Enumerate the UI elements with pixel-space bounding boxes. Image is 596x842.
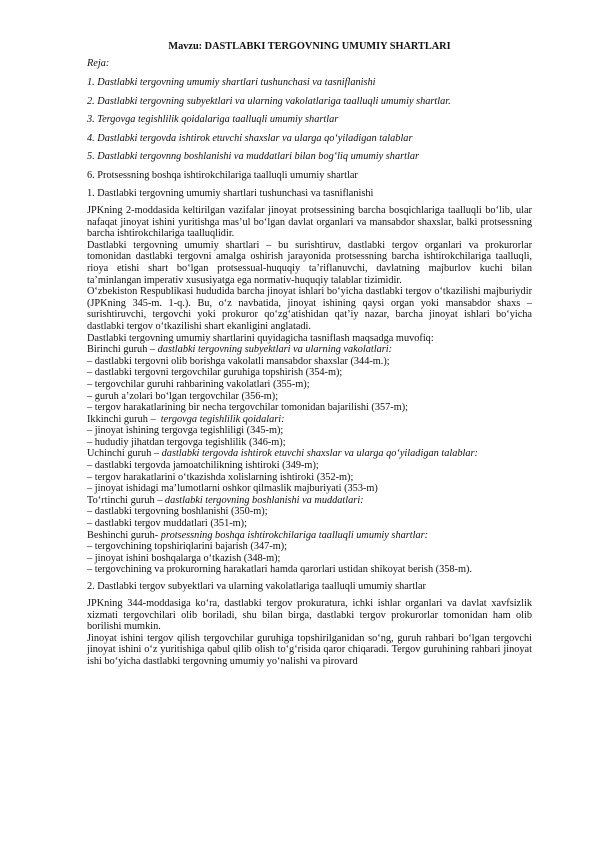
- group-heading: [87, 414, 532, 426]
- plan-item: 2. Dastlabki tergovning subyektlari va ularning vakolatlariga taalluqli umumiy shartlar.: [87, 95, 451, 107]
- plan-item: 6. Protsessning boshqa ishtirokchilariga taalluqli umumiy shartlar: [87, 169, 358, 181]
- paragraph: JPKning 2-moddasida keltirilgan vazifalar jinoyat protsessining barcha bosqichlariga taalluqli bo‘lib, ular nafaqat jinoyat ishini yuritishga mas’ul bo‘lgan davlat organlari va mansabdor shaxslar, balki protsessning barcha ishtirokchilariga taalluqlidir.: [87, 205, 532, 240]
- group-title: dastlabki tergovning boshlanishi va muddatlari:: [164, 494, 364, 506]
- group-heading: [87, 448, 532, 460]
- group-heading: [87, 530, 532, 542]
- group-prefix: To‘rtinchi guruh –: [87, 494, 165, 506]
- paragraph: Dastlabki tergovning umumiy shartlarini quyidagicha tasniflash maqsadga muvofiq:: [87, 332, 434, 344]
- paragraph: JPKning 344-moddasiga ko‘ra, dastlabki tergov prokuratura, ichki ishlar organlari va davlat xavfsizlik xizmati tergovchilari olib boriladi, shu bilan birga, dastlabki tergov prokurorlar tomonidan ham olib borilishi mumkin.: [87, 598, 532, 633]
- list-item: – dastlabki tergovni olib borishga vakolatli mansabdor shaxslar (344-m.);: [87, 355, 390, 367]
- plan-item: 1. Dastlabki tergovning umumiy shartlari tushunchasi va tasniflanishi: [87, 77, 376, 88]
- list-item: – dastlabki tergovni tergovchilar guruhiga topshirish (354-m);: [87, 367, 343, 379]
- document-body: [87, 40, 532, 668]
- list-item: – tergovchining va prokurorning harakatlari hamda qarorlari ustidan shikoyat berish (358-m).: [87, 564, 472, 576]
- section-heading: 2. Dastlabki tergov subyektlari va ularning vakolatlariga taalluqli umumiy shartlar: [87, 581, 426, 592]
- document-title: Mavzu: DASTLABKI TERGOVNING UMUMIY SHARTLARI: [168, 41, 451, 52]
- group-title: tergovga tegishlilik qoidalari:: [160, 413, 285, 425]
- list-item: – guruh a’zolari bo‘lgan tergovchilar (356-m);: [87, 390, 279, 402]
- list-item: – jinoyat ishidagi ma’lumotlarni oshkor qilmaslik majburiyati (353-m): [87, 483, 378, 495]
- list-item: – tergov harakatlarini o‘tkazishda xolislarning ishtiroki (352-m);: [87, 471, 354, 483]
- group-heading: [87, 344, 532, 356]
- list-item: – hududiy jihatdan tergovga tegishlilik (346-m);: [87, 436, 286, 448]
- list-item: – dastlabki tergovning boshlanishi (350-m);: [87, 506, 268, 518]
- plan-item: 5. Dastlabki tergovnng boshlanishi va muddatlari bilan bog‘liq umumiy shartlar: [87, 151, 419, 162]
- group-prefix: Beshinchi guruh-: [87, 529, 161, 541]
- group-title: dastlabki tergovda ishtirok etuvchi shaxslar va ularga qo‘yiladigan talablar:: [161, 448, 478, 460]
- list-item: – jinoyat ishini boshqalarga o‘tkazish (348-m);: [87, 552, 281, 564]
- plan-item: 4. Dastlabki tergovda ishtirok etuvchi shaxslar va ularga qo‘yiladigan talablar: [87, 132, 413, 144]
- list-item: – tergov harakatlarining bir necha tergovchilar tomonidan bajarilishi (357-m);: [87, 402, 409, 414]
- list-item: – jinoyat ishining tergovga tegishliligi (345-m);: [87, 425, 284, 437]
- list-item: – dastlabki tergovda jamoatchilikning ishtiroki (349-m);: [87, 460, 319, 472]
- paragraph: Dastlabki tergovning umumiy shartlari – bu surishtiruv, dastlabki tergov organlari va prokurorlar tomonidan dastlabki tergovni amalga oshirish jarayonida protsessning barcha ishtirokchilariga taalluqli, rioya etishi shart bo‘lgan protsessual-huquqiy ta’riflanuvchi, davlatning majburlov kuchi bilan ta’minlangan imperativ xususiyatga ega normativ-huquqiy talablar tizimidir.: [87, 239, 532, 286]
- group-title: dastlabki tergovning subyektlari va ularning vakolatlari:: [157, 344, 393, 356]
- group-prefix: Uchinchi guruh –: [87, 448, 162, 460]
- plan-label: Reja:: [87, 58, 110, 69]
- list-item: – dastlabki tergov muddatlari (351-m);: [87, 518, 247, 530]
- list-item: – tergovchining topshiriqlarini bajarish (347-m);: [87, 541, 287, 553]
- paragraph: Jinoyat ishini tergov qilish tergovchilar guruhiga topshirilganidan so‘ng, guruh rahbari bo‘lgan tergovchi jinoyat ishini o‘z yuritishiga qabul qilib olish to‘g‘risida qaror chiqaradi. Tergov guruhining rahbari jinoyat ishi bo‘yicha dastlabki tergovning umumiy yo‘nalishi va pirovard: [87, 632, 532, 667]
- group-prefix: Ikkinchi guruh –: [87, 413, 161, 425]
- group-prefix: Birinchi guruh –: [87, 344, 158, 356]
- group-title: protsessning boshqa ishtirokchilariga taalluqli umumiy shartlar:: [160, 529, 429, 541]
- list-item: – tergovchilar guruhi rahbarining vakolatlari (355-m);: [87, 378, 310, 390]
- plan-item: 3. Tergovga tegishlilik qoidalariga taalluqli umumiy shartlar: [87, 114, 339, 125]
- section-heading: 1. Dastlabki tergovning umumiy shartlari tushunchasi va tasniflanishi: [87, 188, 374, 199]
- group-heading: [87, 495, 532, 507]
- paragraph: O‘zbekiston Respublikasi hududida barcha jinoyat ishlari bo‘yicha dastlabki tergov o‘tkazilishi majburiydir (JPKning 345-m. 1-q.). Bu, o‘z navbatida, jinoyat ishining qaysi organ yoki mansabdor shaxs – surishtiruvchi, tergovchi yoki prokuror qo‘zg‘atishidan qat’iy nazar, barcha jinoyat ishlari bo‘yicha dastlabki tergov o‘tkazilishi shart ekanligini anglatadi.: [87, 286, 532, 332]
